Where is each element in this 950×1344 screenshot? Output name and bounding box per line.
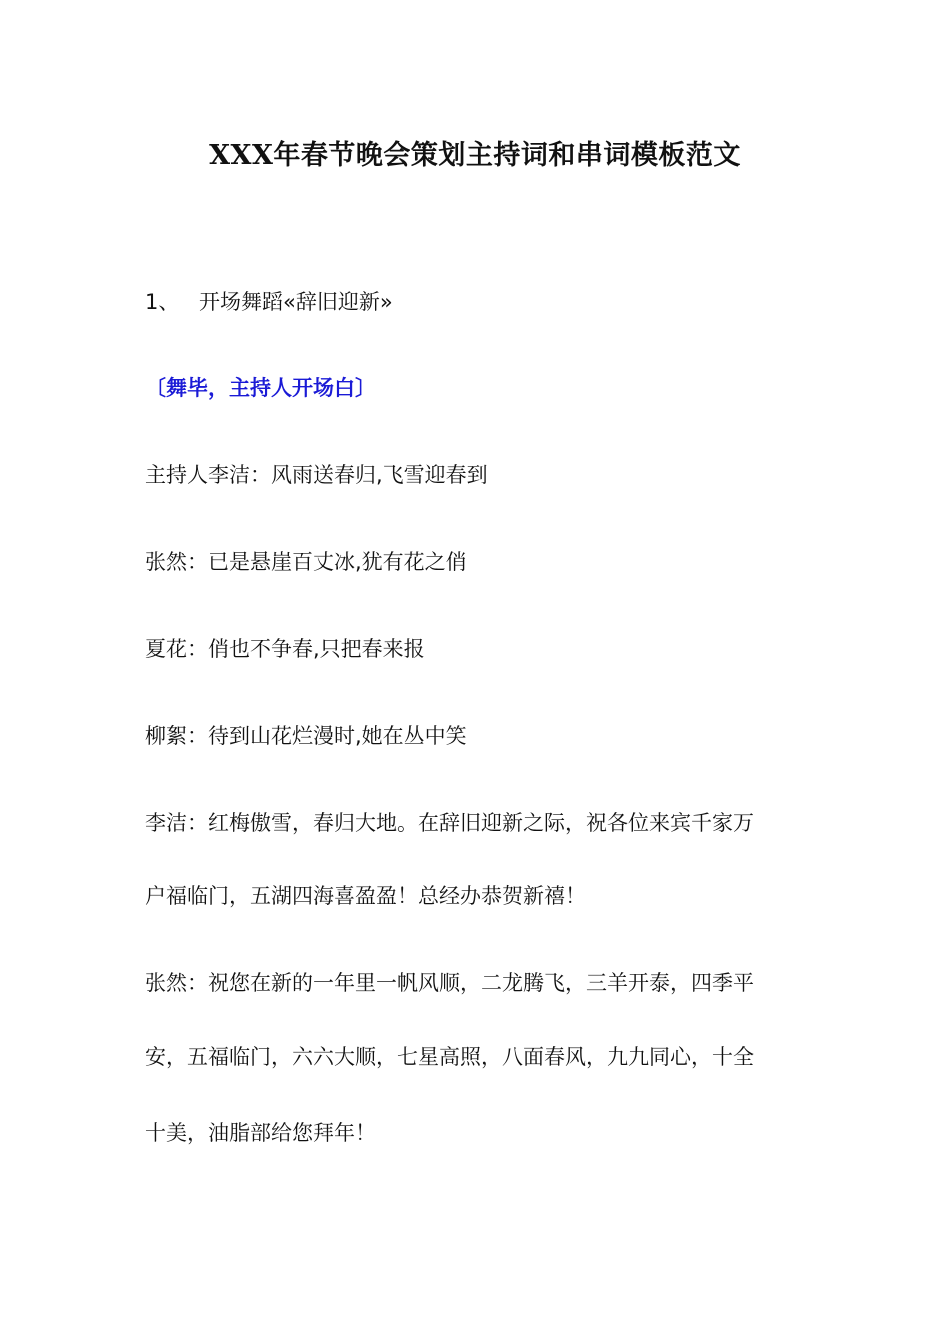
item-text: 开场舞蹈«辞旧迎新» [199, 290, 393, 314]
program-item [145, 286, 805, 318]
document-title: XXX年春节晚会策划主持词和串词模板范文 [209, 140, 741, 171]
script-line: 李洁：红梅傲雪，春归大地。在辞旧迎新之际，祝各位来宾千家万 [145, 811, 754, 835]
script-line: 柳絮：待到山花烂漫时,她在丛中笑 [145, 724, 467, 748]
stage-direction: 〔舞毕，主持人开场白〕 [145, 376, 376, 400]
script-line: 张然：已是悬崖百丈冰,犹有花之俏 [145, 550, 467, 574]
script-line-continued: 十美，油脂部给您拜年！ [145, 1121, 376, 1145]
script-line: 主持人李洁：风雨送春归,飞雪迎春到 [145, 463, 488, 487]
script-line-continued: 户福临门，五湖四海喜盈盈！总经办恭贺新禧！ [145, 884, 586, 908]
script-line: 张然：祝您在新的一年里一帆风顺，二龙腾飞，三羊开泰，四季平 [145, 971, 754, 995]
item-number: 1、 [145, 290, 180, 314]
script-line-continued: 安，五福临门，六六大顺，七星高照，八面春风，九九同心，十全 [145, 1045, 754, 1069]
script-line: 夏花：俏也不争春,只把春来报 [145, 637, 425, 661]
